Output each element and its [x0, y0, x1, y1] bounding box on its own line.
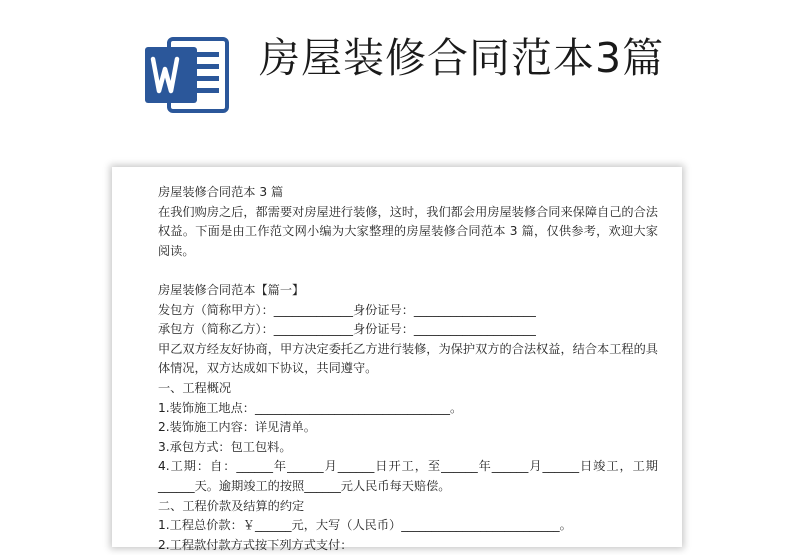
section-heading: 房屋装修合同范本【篇一】 — [158, 282, 305, 297]
header-band — [0, 0, 800, 160]
word-icon — [143, 35, 231, 115]
party-a-line: 发包方（简称甲方）：_____________身份证号：____________________ — [158, 302, 536, 317]
clause-2-1: 1.工程总价款：￥______元，大写（人民币）__________________________。 — [158, 518, 572, 533]
heading-price-settlement: 二、工程价款及结算的约定 — [158, 498, 305, 513]
heading-project-overview: 一、工程概况 — [158, 380, 232, 395]
document-page — [112, 167, 682, 552]
document-body — [158, 183, 658, 555]
clause-1-1: 1.装饰施工地点：________________________________。 — [158, 400, 463, 415]
agreement-paragraph: 甲乙双方经友好协商，甲方决定委托乙方进行装修，为保护双方的合法权益，结合本工程的具体情况，双方达成如下协议，共同遵守。 — [158, 341, 658, 376]
doc-title-line: 房屋装修合同范本 3 篇 — [158, 185, 284, 199]
clause-1-2: 2.装饰施工内容：详见清单。 — [158, 420, 316, 435]
page-title: 房屋装修合同范本3篇 — [259, 34, 665, 82]
party-b-line: 承包方（简称乙方）：_____________身份证号：____________________ — [158, 322, 536, 337]
intro-paragraph: 在我们购房之后，都需要对房屋进行装修，这时，我们都会用房屋装修合同来保障自己的合法权益。下面是由工作范文网小编为大家整理的房屋装修合同范本 3 篇，仅供参考，欢迎大家阅读。 — [158, 204, 658, 258]
clause-2-2: 2.工程款付款方式按下列方式支付： — [158, 537, 353, 552]
clause-1-3: 3.承包方式：包工包料。 — [158, 439, 292, 454]
clause-1-4: 4.工期：自：______年______月______日开工，至______年______月______日竣工，工期______天。逾期竣工的按照______元人民币每天赔偿。 — [158, 459, 658, 493]
blank-line — [158, 261, 658, 281]
